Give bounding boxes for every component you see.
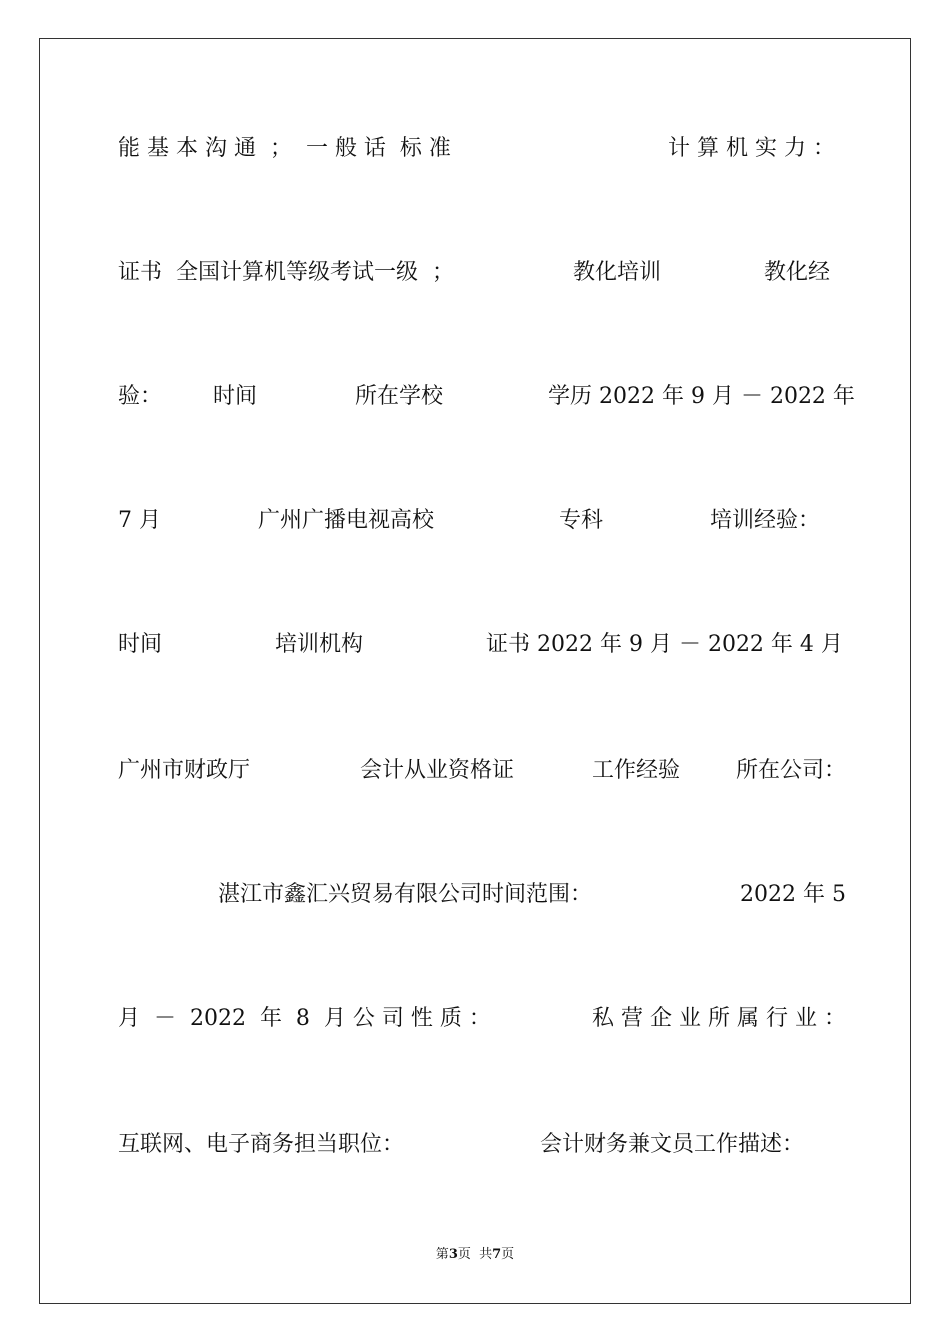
- text-line-4: [118, 504, 848, 538]
- footer-prefix: 第: [435, 1247, 449, 1262]
- text-line-8: [118, 1002, 848, 1036]
- text-line-2: [118, 256, 848, 290]
- text-line-1: [118, 132, 848, 166]
- text-segment: 教化经: [764, 260, 831, 285]
- text-segment: 时间: [213, 384, 258, 409]
- text-segment: 培训经验：: [710, 508, 821, 533]
- text-segment: 学历 2022 年 9 月 － 2022 年: [548, 384, 855, 409]
- text-segment: 互联网、电子商务担当职位：: [118, 1132, 405, 1157]
- text-segment: 时间: [118, 632, 163, 657]
- footer-page-number: 3: [448, 1247, 458, 1262]
- text-segment: 能 基 本 沟 通 ； 一 般 话 标 准: [118, 136, 451, 161]
- text-segment: 培训机构: [275, 632, 364, 657]
- text-line-7: [118, 878, 848, 912]
- text-segment: 私 营 企 业 所 属 行 业 ：: [592, 1006, 846, 1031]
- text-segment: 月 － 2022 年 8 月 公 司 性 质 ：: [118, 1006, 491, 1031]
- text-segment: 2022 年 5: [740, 882, 846, 907]
- text-segment: 验：: [118, 384, 163, 409]
- text-line-3: [118, 380, 855, 414]
- text-segment: 证书 2022 年 9 月 － 2022 年 4 月: [486, 632, 843, 657]
- text-segment: 工作经验: [592, 758, 681, 783]
- footer-mid: 页 共: [457, 1247, 493, 1262]
- text-segment: 教化培训: [573, 260, 662, 285]
- text-line-6: [118, 754, 848, 788]
- text-segment: 证书 全国计算机等级考试一级 ；: [118, 260, 454, 285]
- text-segment: 所在学校: [355, 384, 444, 409]
- text-segment: 广州市财政厅: [118, 758, 251, 783]
- text-segment: 广州广播电视高校: [258, 508, 435, 533]
- text-segment: 会计财务兼文员工作描述：: [540, 1132, 805, 1157]
- text-segment: 所在公司：: [736, 758, 847, 783]
- text-segment: 7 月: [118, 508, 161, 533]
- text-segment: 专科: [559, 508, 604, 533]
- text-segment: 湛江市鑫汇兴贸易有限公司时间范围：: [218, 882, 593, 907]
- footer-total-pages: 7: [492, 1247, 502, 1262]
- footer-suffix: 页: [501, 1247, 515, 1262]
- page-border: [39, 38, 911, 1304]
- text-line-5: [118, 628, 848, 662]
- page-footer: [0, 1246, 950, 1264]
- text-line-9: [118, 1128, 848, 1162]
- text-segment: 计 算 机 实 力 ：: [668, 136, 835, 161]
- text-segment: 会计从业资格证: [360, 758, 515, 783]
